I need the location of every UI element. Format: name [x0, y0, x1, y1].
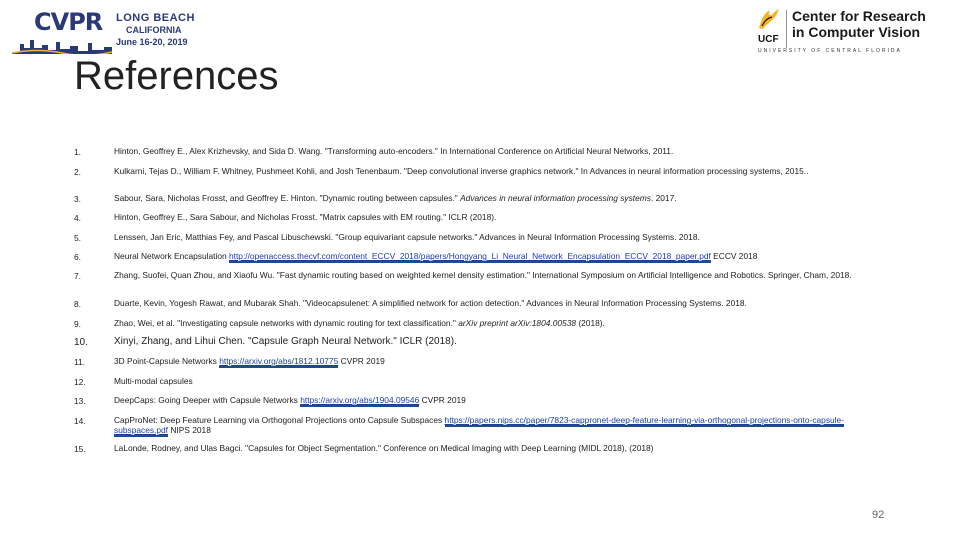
reference-venue: Advances in neural information processing systems	[460, 193, 651, 203]
reference-text	[114, 271, 894, 281]
reference-segment: Neural Network Encapsulation	[114, 251, 229, 261]
crcv-line-2: in Computer Vision	[792, 24, 921, 40]
reference-segment: Zhang, Suofei, Quan Zhou, and Xiaofu Wu. "Fast dynamic routing based on weighted kernel density estimation." International Symposium on Artificial Intelligence and Robotics. Springer, Cham, 2018.	[114, 270, 852, 280]
reference-number: 14.	[74, 416, 86, 426]
reference-segment: Duarte, Kevin, Yogesh Rawat, and Mubarak Shah. "Videocapsulenet: A simplified network for action detection." Advances in Neural Information Processing Systems. 2018.	[114, 298, 747, 308]
reference-text	[114, 357, 894, 367]
reference-segment: ECCV 2018	[710, 251, 758, 261]
reference-text	[114, 444, 894, 454]
reference-segment: LaLonde, Rodney, and Ulas Bagci. "Capsules for Object Segmentation." Conference on Medical Imaging with Deep Learning (MIDL 2018), (2018)	[114, 443, 654, 453]
reference-number: 10.	[74, 337, 88, 348]
cvpr-wordmark: CVPR	[34, 8, 103, 36]
crcv-line-1: Center for Research	[792, 8, 926, 24]
reference-text	[114, 396, 894, 406]
cvpr-city: LONG BEACH	[116, 12, 195, 24]
reference-segment: 3D Point-Capsule Networks	[114, 356, 220, 366]
reference-segment: Kulkarni, Tejas D., William F. Whitney, Pushmeet Kohli, and Josh Tenenbaum. "Deep convolutional inverse graphics network." In Advances in neural information processing systems, 2015..	[114, 166, 809, 176]
reference-segment: Sabour, Sara, Nicholas Frosst, and Geoffrey E. Hinton. "Dynamic routing between capsules."	[114, 193, 461, 203]
reference-number: 6.	[74, 252, 81, 262]
reference-number: 2.	[74, 167, 81, 177]
reference-link[interactable]: https://arxiv.org/abs/1904.09546	[300, 395, 420, 405]
reference-link[interactable]: http://openaccess.thecvf.com/content_ECCV_2018/papers/Hongyang_Li_Neural_Network_Encapsulation_ECCV_2018_paper.pdf	[228, 251, 711, 261]
reference-segment: Multi-modal capsules	[114, 376, 193, 386]
reference-number: 3.	[74, 194, 81, 204]
reference-text	[114, 233, 894, 243]
reference-segment: Zhao, Wei, et al. "Investigating capsule networks with dynamic routing for text classification."	[114, 318, 459, 328]
cvpr-state: CALIFORNIA	[126, 25, 182, 35]
reference-number: 7.	[74, 271, 81, 281]
reference-segment: Hinton, Geoffrey E., Sara Sabour, and Nicholas Frosst. "Matrix capsules with EM routing." ICLR (2018).	[114, 212, 497, 222]
reference-number: 4.	[74, 213, 81, 223]
reference-number: 12.	[74, 377, 86, 387]
reference-text	[114, 252, 894, 262]
reference-number: 8.	[74, 299, 81, 309]
reference-number: 13.	[74, 396, 86, 406]
reference-text	[114, 416, 894, 435]
reference-segment: CVPR 2019	[419, 395, 466, 405]
reference-number: 11.	[74, 357, 86, 367]
reference-text	[114, 377, 894, 387]
reference-segment: Hinton, Geoffrey E., Alex Krizhevsky, and Sida D. Wang. "Transforming auto-encoders." In International Conference on Artificial Neural Networks, 2011.	[114, 146, 674, 156]
reference-text	[114, 337, 894, 347]
ucf-wordmark: UCF	[758, 34, 779, 45]
reference-segment: DeepCaps: Going Deeper with Capsule Networks	[114, 395, 301, 405]
reference-link[interactable]: https://papers.nips.cc/paper/7823-cappronet-deep-feature-learning-via-orthogonal-projections-onto-capsule-subspaces.pdf	[114, 415, 844, 435]
reference-segment: Lenssen, Jan Eric, Matthias Fey, and Pascal Libuschewski. "Group equivariant capsule networks." Advances in Neural Information Processing Systems. 2018.	[114, 232, 700, 242]
reference-number: 15.	[74, 444, 86, 454]
reference-segment: CVPR 2019	[338, 356, 385, 366]
reference-venue: arXiv preprint arXiv:1804.00538	[458, 318, 577, 328]
reference-link[interactable]: https://arxiv.org/abs/1812.10775	[219, 356, 339, 366]
reference-segment: (2018).	[576, 318, 605, 328]
reference-text	[114, 319, 894, 329]
reference-text	[114, 194, 894, 204]
reference-segment: CapProNet: Deep Feature Learning via Orthogonal Projections onto Capsule Subspaces	[114, 415, 445, 425]
university-name: UNIVERSITY OF CENTRAL FLORIDA	[758, 48, 902, 54]
reference-text	[114, 299, 894, 309]
reference-segment: . 2017.	[650, 193, 677, 203]
reference-text	[114, 167, 894, 177]
page-title: References	[74, 54, 279, 98]
reference-text	[114, 213, 894, 223]
cvpr-dates: June 16-20, 2019	[116, 37, 188, 47]
reference-segment: Xinyi, Zhang, and Lihui Chen. "Capsule Graph Neural Network." ICLR (2018).	[114, 336, 457, 347]
reference-segment: NIPS 2018	[168, 424, 211, 435]
page-number: 92	[872, 509, 885, 521]
reference-text	[114, 147, 894, 157]
reference-number: 1.	[74, 147, 81, 157]
reference-number: 9.	[74, 319, 81, 329]
reference-number: 5.	[74, 233, 81, 243]
